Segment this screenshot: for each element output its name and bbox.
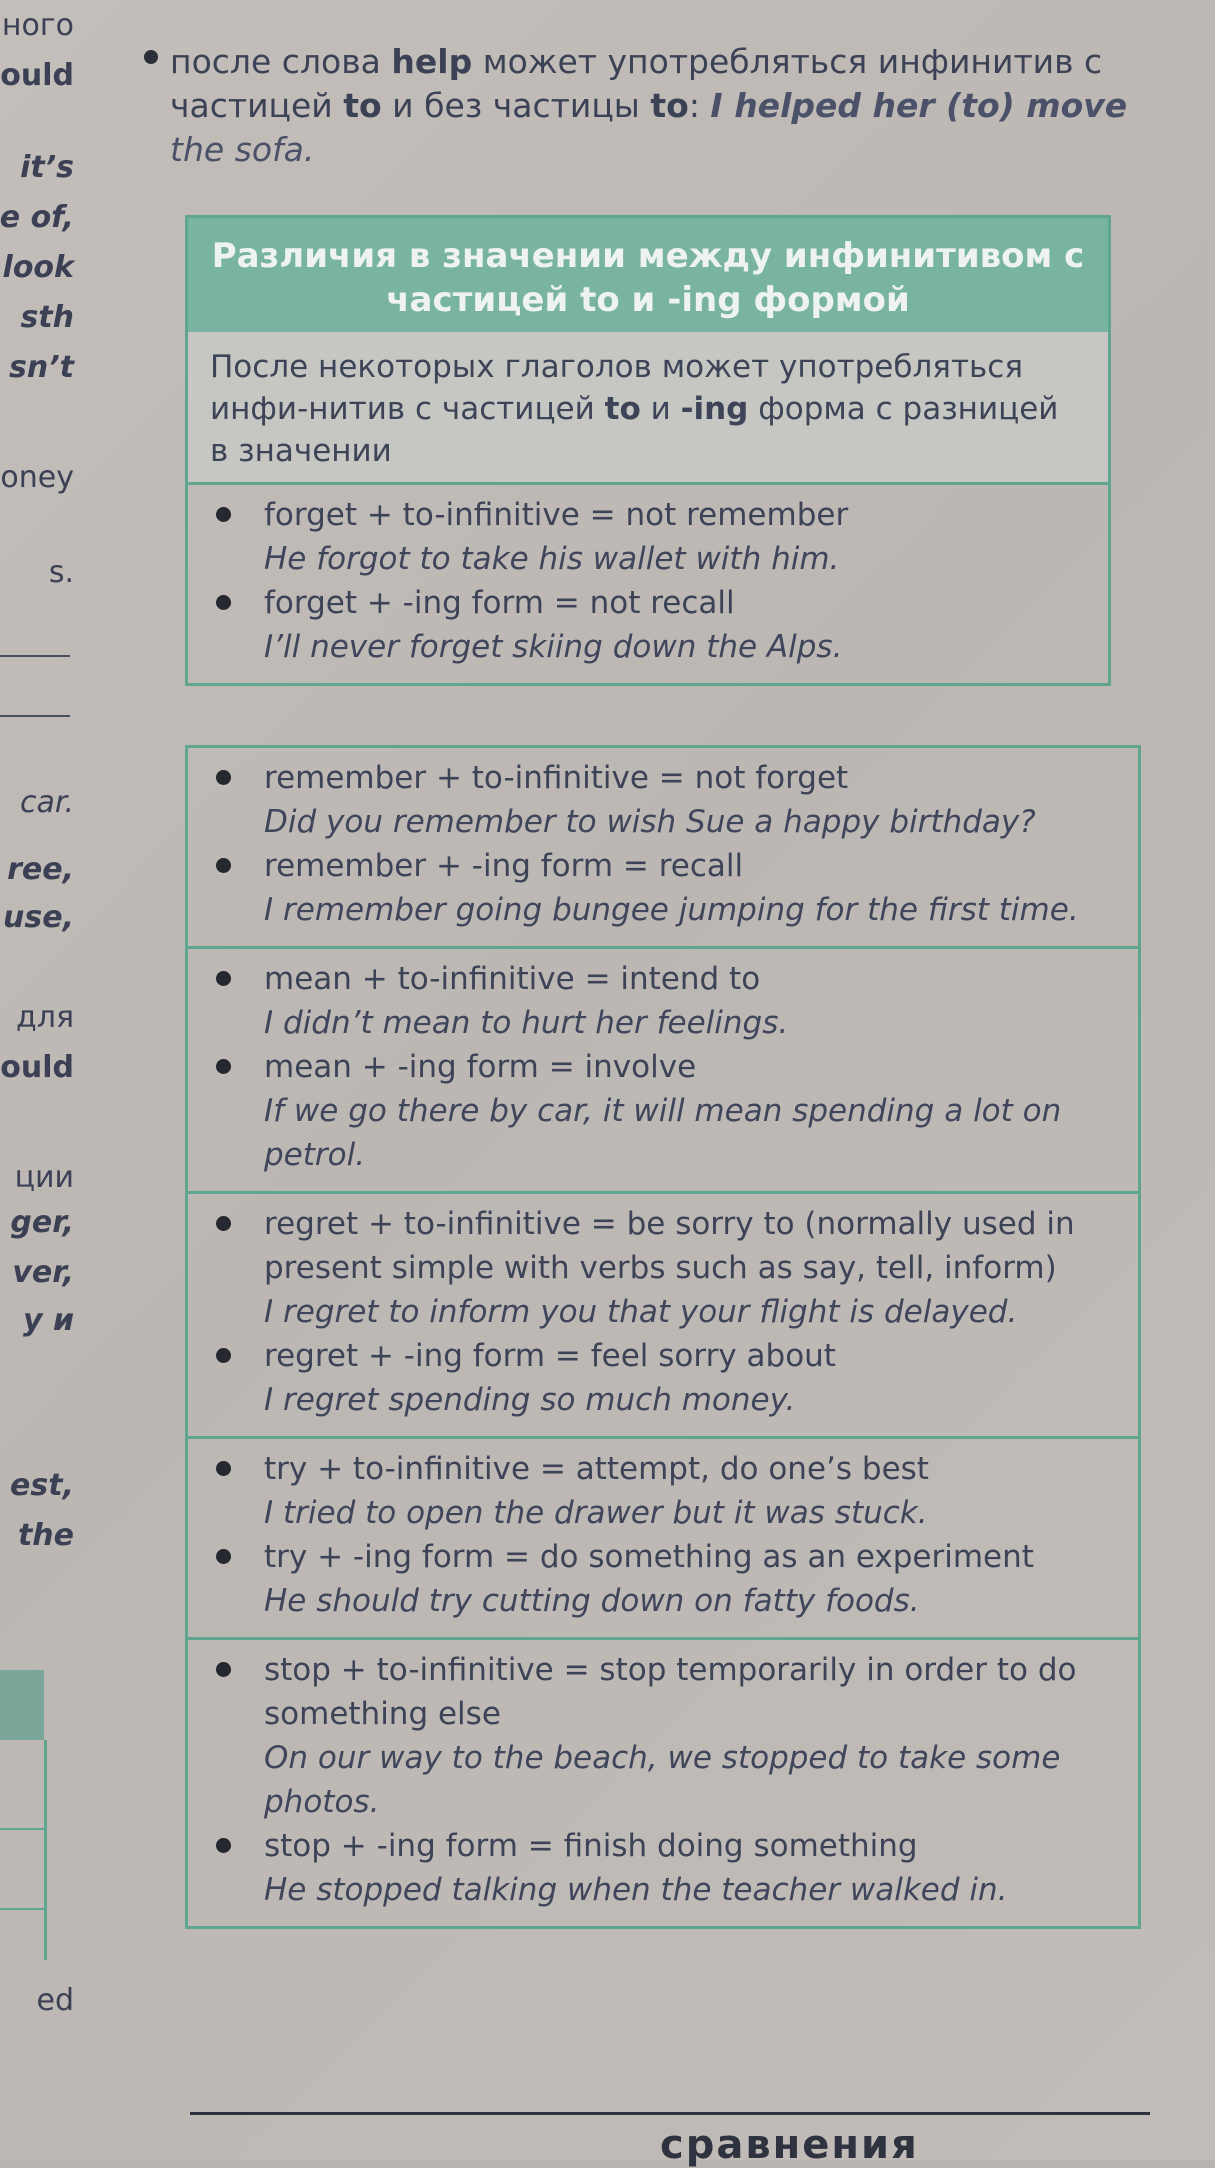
example-sentence xyxy=(264,1491,1122,1535)
divider xyxy=(190,2112,1150,2115)
note-text: форма с разницей в значении xyxy=(210,391,1059,469)
line-text: He forgot to take his wallet with him. xyxy=(264,541,840,577)
line-text: I didn’t mean to hurt her feelings. xyxy=(264,1005,789,1041)
note-text: и xyxy=(640,391,681,427)
line-text: forget + -ing form = not recall xyxy=(264,585,735,621)
table-row xyxy=(188,946,1138,1191)
line-text: forget + to-infinitive = not remember xyxy=(264,497,849,533)
left-text-fragment: oney xyxy=(0,460,74,495)
example-sentence xyxy=(264,800,1122,844)
left-text-fragment: ции xyxy=(14,1160,74,1195)
left-text-fragment: для xyxy=(16,1000,74,1035)
divider xyxy=(0,1908,44,1910)
bullet-dot-icon xyxy=(216,1216,231,1231)
rule-line xyxy=(264,1824,1122,1868)
line-text: try + to-infinitive = attempt, do one’s best xyxy=(264,1451,929,1487)
line-text: mean + -ing form = involve xyxy=(264,1049,697,1085)
intro-text: : xyxy=(688,86,711,125)
line-text: On our way to the beach, we stopped to take some photos. xyxy=(264,1740,1061,1820)
bullet-dot-icon xyxy=(216,858,231,873)
line-text: I regret spending so much money. xyxy=(264,1382,796,1418)
left-text-fragment: ger, xyxy=(10,1205,74,1240)
intro-keyword-to: to xyxy=(650,86,689,125)
rule-line xyxy=(264,1202,1122,1290)
intro-example: I helped her (to) move xyxy=(710,86,1128,125)
left-text-fragment: ould xyxy=(0,1050,74,1085)
intro-text: может употребляться инфинитив с частицей xyxy=(170,42,1103,125)
left-text-fragment: s. xyxy=(48,555,74,590)
rule-line xyxy=(264,1334,1122,1378)
line-text: I regret to inform you that your flight is delayed. xyxy=(264,1294,1018,1330)
example-sentence xyxy=(264,1001,1122,1045)
line-text: remember + -ing form = recall xyxy=(264,848,744,884)
left-text-fragment: sth xyxy=(20,300,74,335)
left-text-fragment: use, xyxy=(3,900,74,935)
bullet-dot-icon xyxy=(216,1549,231,1564)
bullet-dot-icon xyxy=(216,971,231,986)
line-text: remember + to-infinitive = not forget xyxy=(264,760,849,796)
left-text-fragment: sn’t xyxy=(9,350,74,385)
table-row xyxy=(188,1637,1138,1926)
left-text-fragment: car. xyxy=(20,785,74,820)
left-text-fragment: est, xyxy=(10,1468,74,1503)
table-row xyxy=(188,748,1138,946)
bullet-dot-icon xyxy=(216,1662,231,1677)
rule-line xyxy=(264,957,1122,1001)
bullet-dot-icon xyxy=(216,1461,231,1476)
example-sentence xyxy=(264,1378,1122,1422)
line-text: I tried to open the drawer but it was stuck. xyxy=(264,1495,928,1531)
table-row xyxy=(188,1436,1138,1637)
intro-text: и без частицы xyxy=(381,86,651,125)
table-rows-bottom xyxy=(188,748,1138,1926)
table-row xyxy=(188,485,1108,683)
rule-line xyxy=(264,493,1092,537)
bullet-dot-icon xyxy=(216,1838,231,1853)
intro-keyword-to: to xyxy=(343,86,382,125)
rule-line xyxy=(264,844,1122,888)
rule-line xyxy=(264,1447,1122,1491)
table-row xyxy=(188,1191,1138,1436)
left-text-fragment: ного xyxy=(1,8,74,43)
example-sentence xyxy=(264,1868,1122,1912)
left-text-fragment: ed xyxy=(36,1983,74,2018)
line-text: mean + to-infinitive = intend to xyxy=(264,961,761,997)
bullet-dot-icon xyxy=(216,1348,231,1363)
note-text: После некоторых глаголов может употребляться инфи-нитив с частицей xyxy=(210,349,1023,427)
intro-keyword-help: help xyxy=(391,42,473,81)
left-text-fragment: ver, xyxy=(12,1255,74,1290)
line-text: stop + to-infinitive = stop temporarily in order to do something else xyxy=(264,1652,1077,1732)
bullet-dot-icon xyxy=(216,770,231,785)
note-keyword-to: to xyxy=(604,391,641,427)
left-table-header-fragment xyxy=(0,1670,44,1740)
next-section-heading-fragment: сравнения xyxy=(660,2122,919,2168)
divider xyxy=(0,715,70,717)
bullet-dot-icon xyxy=(216,507,231,522)
rule-line xyxy=(264,1045,1122,1089)
table-note xyxy=(188,332,1108,485)
table-title: Различия в значении между инфинитивом с частицей to и -ing формой xyxy=(188,218,1108,332)
rule-line xyxy=(264,1535,1122,1579)
bullet-dot-icon xyxy=(216,595,231,610)
left-text-fragment: ree, xyxy=(7,852,74,887)
line-text: He should try cutting down on fatty foods. xyxy=(264,1583,920,1619)
bullet-dot-icon xyxy=(216,1059,231,1074)
divider xyxy=(0,1828,44,1830)
line-text: regret + to-infinitive = be sorry to (normally used in present simple with verbs such as say, tell, inform) xyxy=(264,1206,1075,1286)
left-text-fragment: the xyxy=(17,1518,74,1553)
example-sentence xyxy=(264,888,1122,932)
line-text: I remember going bungee jumping for the first time. xyxy=(264,892,1079,928)
rule-line xyxy=(264,1648,1122,1736)
line-text: try + -ing form = do something as an experiment xyxy=(264,1539,1034,1575)
example-sentence xyxy=(264,1089,1122,1177)
left-text-fragment: look xyxy=(2,250,74,285)
intro-example-end: the sofa. xyxy=(170,130,315,169)
rule-line xyxy=(264,756,1122,800)
grammar-table xyxy=(185,215,1111,686)
line-text: I’ll never forget skiing down the Alps. xyxy=(264,629,843,665)
line-text: He stopped talking when the teacher walked in. xyxy=(264,1872,1008,1908)
example-sentence xyxy=(264,1290,1122,1334)
left-table-fragment xyxy=(0,1740,47,1960)
note-keyword-ing: -ing xyxy=(680,391,749,427)
example-sentence xyxy=(264,625,1092,669)
table-rows-top xyxy=(188,485,1108,683)
left-text-fragment: it’s xyxy=(20,150,74,185)
divider xyxy=(0,655,70,657)
example-sentence xyxy=(264,1736,1122,1824)
left-text-fragment: y и xyxy=(22,1303,74,1338)
left-text-fragment: ould xyxy=(0,58,74,93)
line-text: stop + -ing form = finish doing something xyxy=(264,1828,918,1864)
line-text: Did you remember to wish Sue a happy birthday? xyxy=(264,804,1036,840)
example-sentence xyxy=(264,1579,1122,1623)
bullet-dot-icon xyxy=(144,50,158,64)
left-text-fragment: e of, xyxy=(0,200,74,235)
intro-text: после слова xyxy=(170,42,392,81)
line-text: If we go there by car, it will mean spending a lot on petrol. xyxy=(264,1093,1062,1173)
grammar-table-continued xyxy=(185,745,1141,1929)
intro-paragraph xyxy=(170,40,1130,172)
rule-line xyxy=(264,581,1092,625)
line-text: regret + -ing form = feel sorry about xyxy=(264,1338,836,1374)
example-sentence xyxy=(264,537,1092,581)
